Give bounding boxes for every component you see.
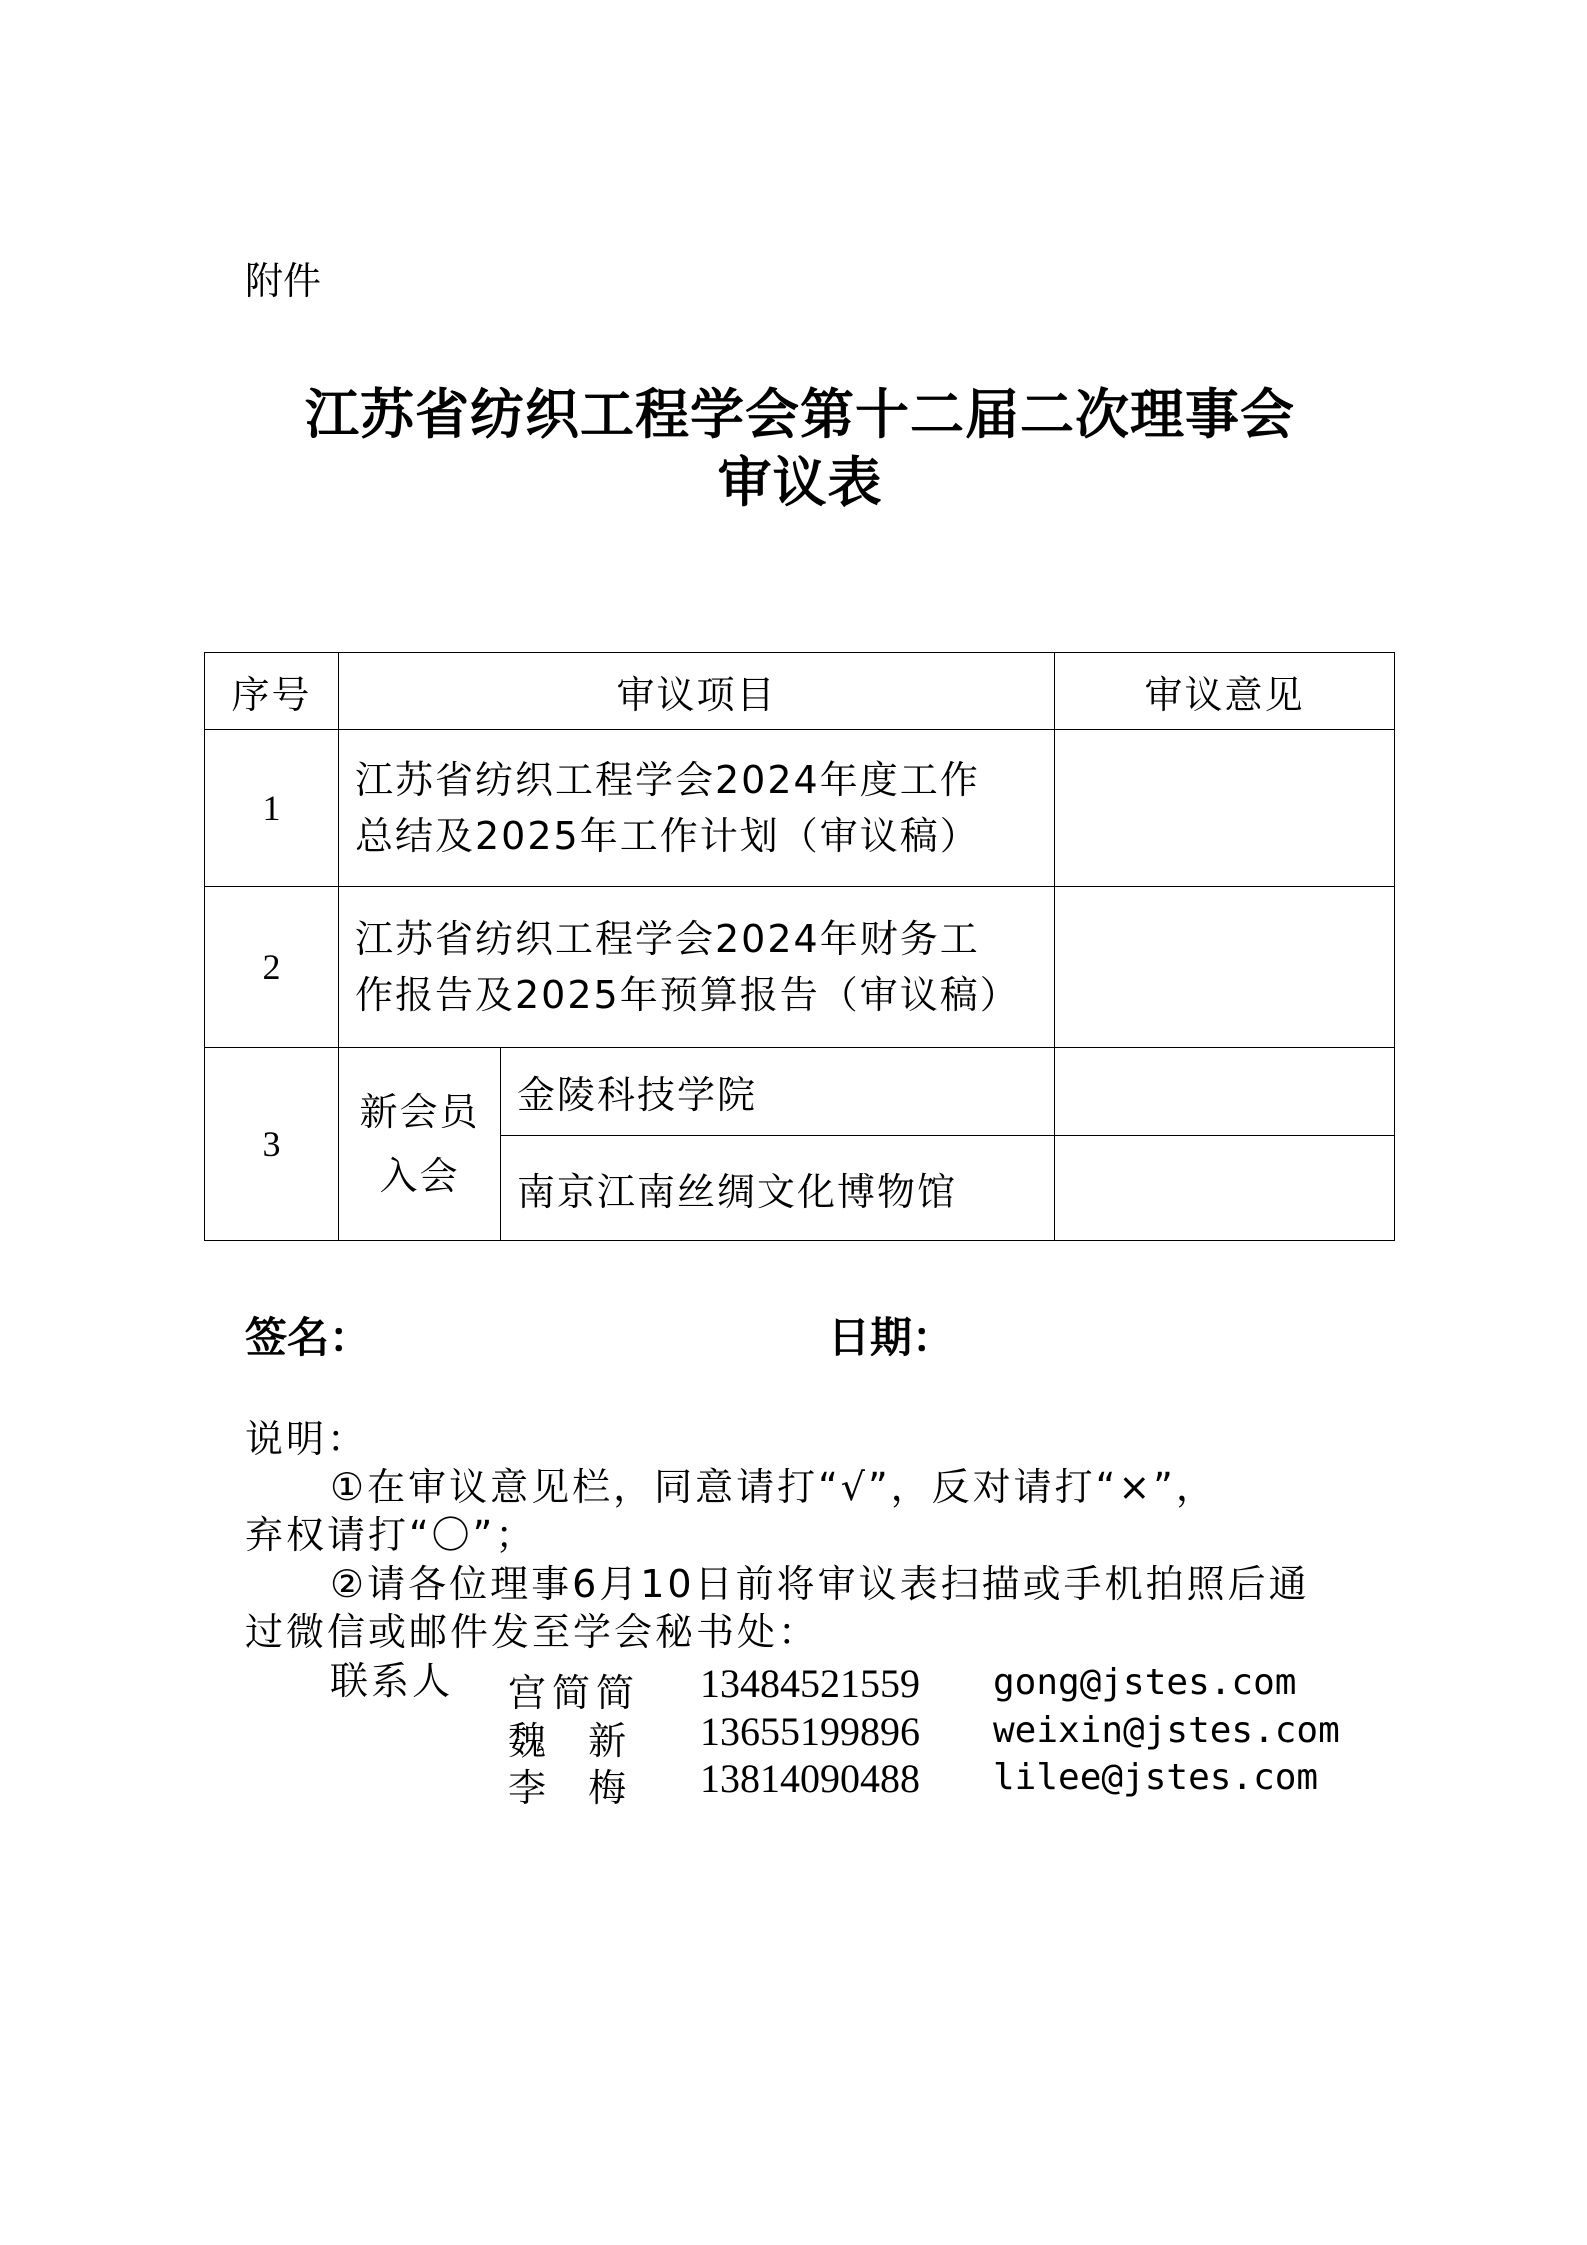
row-number: 1 <box>205 730 339 887</box>
contact-email: weixin@jstes.com <box>993 1710 1340 1751</box>
contact-phone: 13655199896 <box>700 1709 920 1754</box>
new-member-unit: 金陵科技学院 <box>501 1048 1055 1136</box>
opinion-cell[interactable] <box>1055 887 1395 1048</box>
note-line: ②请各位理事6月10日前将审议表扫描或手机拍照后通 <box>330 1562 1310 1606</box>
new-member-category <box>339 1048 501 1241</box>
opinion-cell[interactable] <box>1055 1048 1395 1136</box>
contact-name: 宫简简 <box>508 1671 641 1715</box>
date-label: 日期： <box>828 1313 955 1362</box>
category-line: 新会员 <box>359 1090 480 1134</box>
table-row <box>205 1048 1395 1136</box>
header-item: 审议项目 <box>339 653 1055 730</box>
review-table <box>204 652 1395 1241</box>
review-item-line: 江苏省纺织工程学会2024年度工作 <box>355 758 980 802</box>
new-member-unit: 南京江南丝绸文化博物馆 <box>501 1136 1055 1241</box>
table-row <box>205 730 1395 887</box>
review-item-line: 江苏省纺织工程学会2024年财务工 <box>355 917 980 961</box>
note-line: ①在审议意见栏，同意请打“√”，反对请打“×”， <box>330 1465 1217 1509</box>
note-line: 弃权请打“〇”； <box>245 1513 537 1557</box>
notes-heading: 说明： <box>245 1417 369 1461</box>
category-line: 入会 <box>379 1154 460 1198</box>
note-line: 过微信或邮件发至学会秘书处： <box>245 1610 820 1654</box>
contact-phone: 13484521559 <box>700 1661 920 1706</box>
contact-label: 联系人 <box>330 1659 454 1703</box>
review-item <box>339 887 1055 1048</box>
header-opinion: 审议意见 <box>1055 653 1395 730</box>
contact-name: 魏 新 <box>508 1719 633 1763</box>
row-number: 2 <box>205 887 339 1048</box>
review-item-line: 总结及2025年工作计划（审议稿） <box>355 814 980 858</box>
header-number: 序号 <box>205 653 339 730</box>
attachment-label: 附件 <box>245 259 322 303</box>
document-subtitle: 审议表 <box>717 450 883 514</box>
signature-label: 签名： <box>245 1313 372 1362</box>
contact-phone: 13814090488 <box>700 1756 920 1801</box>
table-header-row <box>205 653 1395 730</box>
review-item-line: 作报告及2025年预算报告（审议稿） <box>355 973 1020 1017</box>
review-item <box>339 730 1055 887</box>
contact-email: gong@jstes.com <box>993 1662 1297 1703</box>
document-title: 江苏省纺织工程学会第十二届二次理事会 <box>305 382 1295 446</box>
opinion-cell[interactable] <box>1055 730 1395 887</box>
opinion-cell[interactable] <box>1055 1136 1395 1241</box>
contact-email: lilee@jstes.com <box>993 1757 1319 1798</box>
table-row <box>205 887 1395 1048</box>
contact-name: 李 梅 <box>508 1766 633 1810</box>
row-number: 3 <box>205 1048 339 1241</box>
